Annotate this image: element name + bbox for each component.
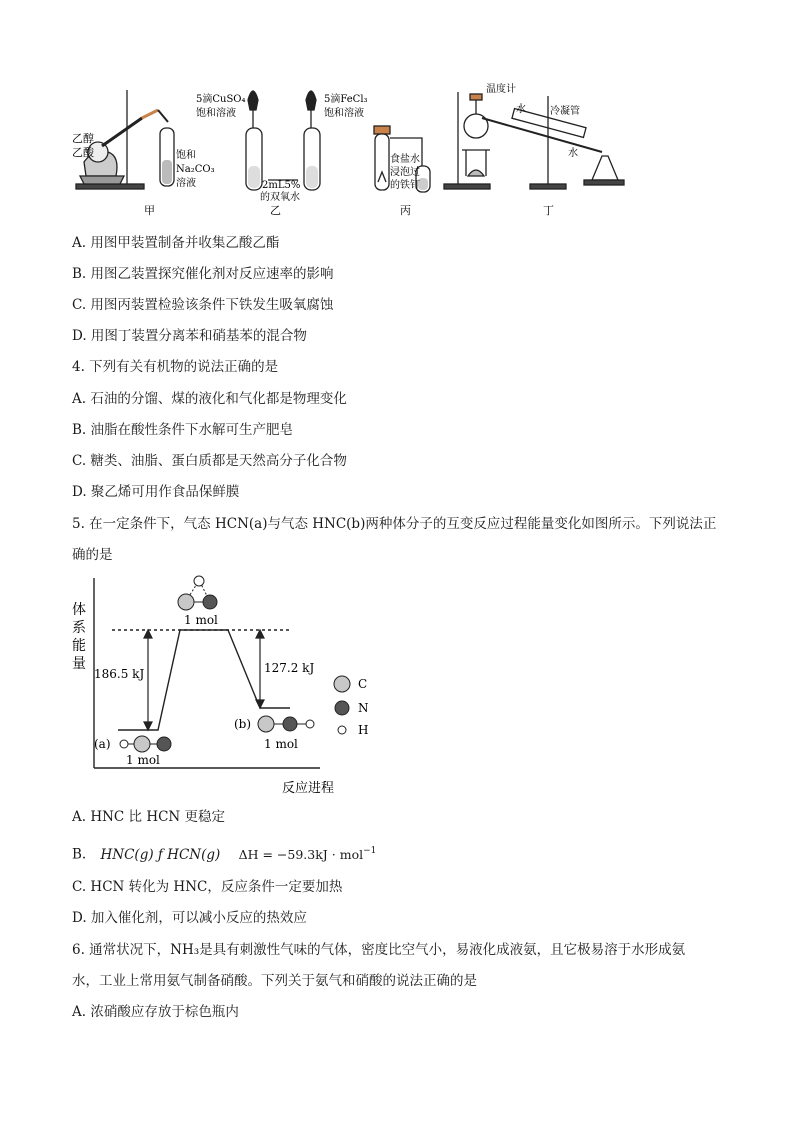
q5-option-b-prefix: B.: [72, 846, 87, 863]
caption-bing: 丙: [400, 204, 411, 217]
ts-molecule: [178, 576, 217, 610]
q5-option-d: D. 加入催化剂，可以减小反应的热效应: [72, 910, 307, 926]
apparatus-ding: [444, 92, 624, 189]
y-axis-label-3: 能: [72, 638, 86, 654]
q4-option-c: C. 糖类、油脂、蛋白质都是天然高分子化合物: [72, 453, 347, 469]
apparatus-yi: [246, 91, 320, 190]
jia-acid-label: 乙酸: [72, 146, 94, 159]
yi-cuso4-label-2: 饱和溶液: [196, 108, 236, 119]
q6-stem-line-1: 6. 通常状况下，NH₃是具有刺激性气味的气体，密度比空气小，易液化成液氨，且它极易溶于水形成氨: [72, 942, 686, 958]
molecule-a-label: (a): [94, 737, 111, 751]
yi-fecl3-label-1: 5滴FeCl₃: [324, 94, 368, 105]
ding-water-out-label: 水: [568, 148, 578, 159]
legend-c: C: [358, 677, 368, 691]
bing-label-2: 浸泡过: [390, 167, 420, 178]
caption-ding: 丁: [543, 204, 554, 217]
energy-diagram: [70, 570, 390, 800]
bing-label-3: 的铁钉: [390, 180, 420, 191]
caption-yi: 乙: [270, 204, 281, 217]
yi-cuso4-label-1: 5滴CuSO₄: [196, 94, 246, 105]
ding-thermo-label: 温度计: [486, 84, 516, 95]
ts-mol-label: 1 mol: [184, 613, 218, 627]
q4-stem: 4. 下列有关有机物的说法正确的是: [72, 359, 279, 375]
q5-option-b-equation: HNC(g) ƒ HCN(g): [100, 846, 221, 863]
apparatus-figure: [72, 80, 632, 220]
yi-h2o2-label-2: 的双氧水: [260, 192, 300, 203]
molecule-b-mol: 1 mol: [264, 737, 298, 751]
legend-h: H: [358, 723, 369, 737]
bing-label-1: 食盐水: [390, 154, 420, 165]
q4-option-b: B. 油脂在酸性条件下水解可生产肥皂: [72, 422, 294, 438]
q5-stem-line-2: 确的是: [72, 547, 113, 563]
atom-legend: [334, 676, 350, 734]
q4-option-a: A. 石油的分馏、煤的液化和气化都是物理变化: [72, 391, 347, 407]
q5-option-b: [72, 842, 376, 864]
q6-stem-line-2: 水，工业上常用氨气制备硝酸。下列关于氨气和硝酸的说法正确的是: [72, 973, 477, 989]
jia-sat-label: 饱和: [176, 150, 196, 161]
q6-option-a: A. 浓硝酸应存放于棕色瓶内: [72, 1004, 239, 1020]
q5-option-b-exponent: −1: [363, 846, 377, 856]
jia-na2co3-label: Na₂CO₃: [176, 164, 215, 175]
ding-water-in-label: 水: [516, 104, 526, 115]
jia-soln-label: 溶液: [176, 178, 196, 189]
q3-option-a: A. 用图甲装置制备并收集乙酸乙酯: [72, 235, 280, 251]
q5-stem-line-1: 5. 在一定条件下，气态 HCN(a)与气态 HNC(b)两种体分子的互变反应过程能量变化如图所示。下列说法正: [72, 516, 717, 532]
molecule-a-mol: 1 mol: [126, 753, 160, 767]
ding-condenser-label: 冷凝管: [550, 106, 580, 117]
molecule-a: [120, 736, 171, 752]
q3-option-b: B. 用图乙装置探究催化剂对反应速率的影响: [72, 266, 334, 282]
yi-h2o2-label-1: 2mL5%: [262, 180, 301, 191]
y-axis-label-4: 量: [72, 656, 86, 672]
yi-fecl3-label-2: 饱和溶液: [324, 108, 364, 119]
y-axis-label-1: 体: [72, 602, 86, 618]
ea-reverse-label: 127.2 kJ: [264, 661, 315, 675]
y-axis-label-2: 系: [72, 620, 86, 636]
jia-ethanol-label: 乙醇: [72, 132, 94, 145]
q5-option-c: C. HCN 转化为 HNC，反应条件一定要加热: [72, 879, 343, 895]
q3-option-c: C. 用图丙装置检验该条件下铁发生吸氧腐蚀: [72, 297, 334, 313]
molecule-b-label: (b): [234, 717, 252, 731]
q5-option-b-enthalpy: ΔH = −59.3kJ · mol: [238, 846, 364, 862]
q3-option-d: D. 用图丁装置分离苯和硝基苯的混合物: [72, 328, 307, 344]
q5-option-a: A. HNC 比 HCN 更稳定: [72, 809, 226, 825]
molecule-b: [258, 716, 314, 732]
legend-n: N: [358, 701, 369, 715]
x-axis-label: 反应进程: [282, 781, 335, 796]
q4-option-d: D. 聚乙烯可用作食品保鲜膜: [72, 484, 240, 500]
caption-jia: 甲: [144, 204, 155, 217]
ea-forward-label: 186.5 kJ: [94, 667, 145, 681]
